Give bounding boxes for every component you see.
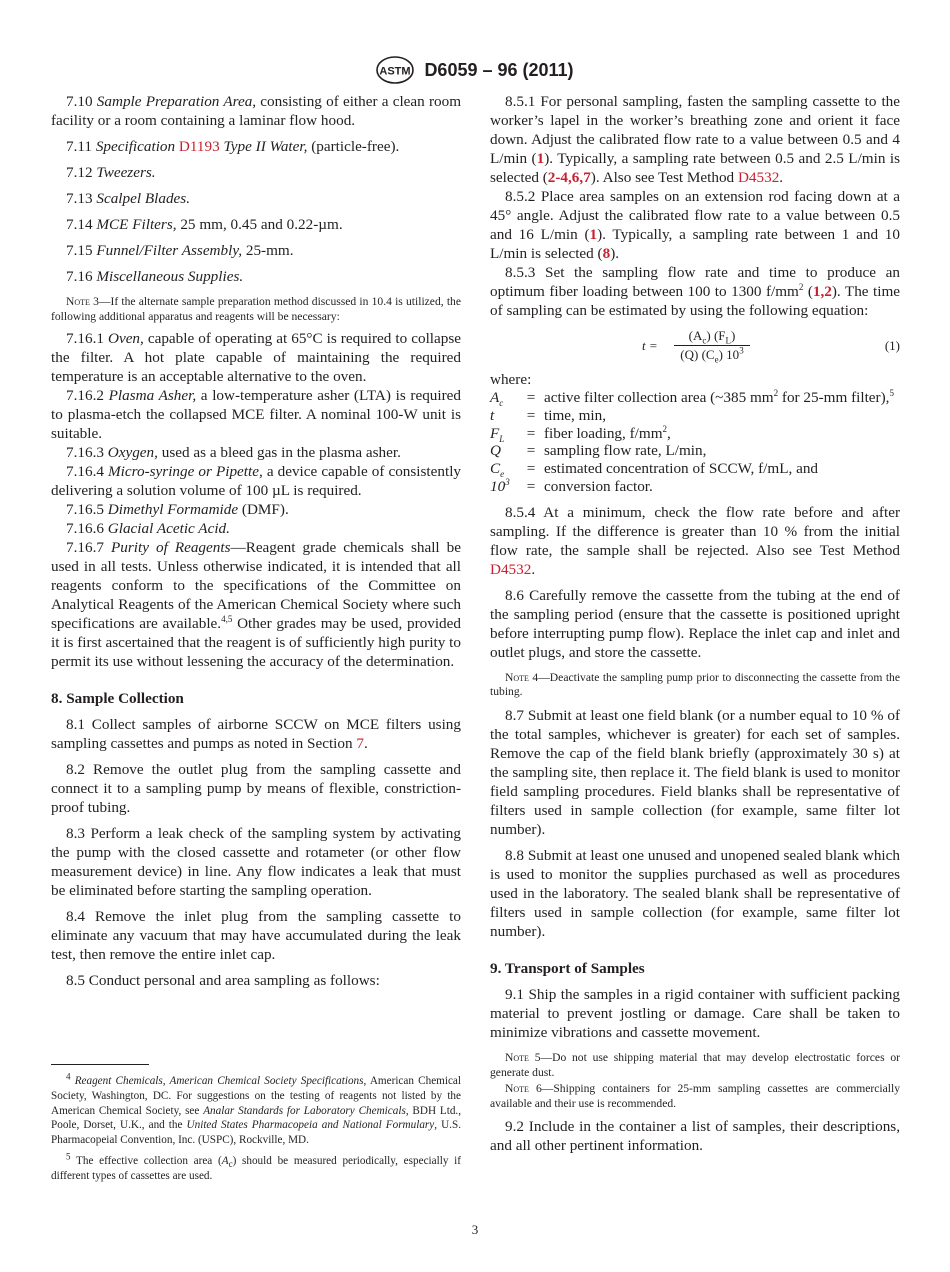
section-8-5: 8.5 Conduct personal and area sampling as follows: (66, 972, 380, 990)
section-8-5-4: 8.5.4 At a minimum, check the flow rate before and after sampling. If the difference is greater than 10 % from the initial flow rate, the sample shall be rejected. Also see Test Method D4532. (490, 503, 900, 578)
footnote-5: $^5$ The effective collection area $(A_c)$ should be measured periodically, especially if different types of cassettes are used. (51, 1151, 461, 1182)
link-d1193[interactable]: D1193 (178, 138, 220, 155)
equation-denominator: (Q) $(C_e)$ $10^3$ (680, 345, 744, 365)
ref-1-2[interactable]: 1,2 (812, 283, 832, 300)
equation-fraction (674, 328, 750, 363)
footnotes (51, 1064, 461, 1184)
footnote-ref-4-5[interactable]: 4,5 (221, 614, 233, 625)
footnote-ref-5[interactable]: 5 (889, 387, 894, 398)
section-8-heading: 8. Sample Collection (51, 690, 184, 708)
equation-lhs: t = (642, 338, 658, 353)
svg-text:ASTM: ASTM (379, 65, 412, 78)
section-7-12: 7.12 Tweezers. (66, 164, 156, 181)
astm-logo (376, 56, 414, 84)
equation-number: (1) (884, 338, 900, 353)
section-9-heading: 9. Transport of Samples (490, 959, 645, 977)
where-label: where: (490, 371, 532, 388)
section-8-5-1: 8.5.1 For personal sampling, fasten the sampling cassette to the worker’s lapel in the worker’s breathing zone and orient it face down. Adjust the calibrated flow rate to a value between 0.5 and 4 L/min (1). Typically, a sampling rate between 0.5 and 2.5 L/min is selected (2-4,6,7). Also see Test Method D4532. (490, 93, 900, 186)
ref-2-4-6-7[interactable]: 2-4,6,7 (547, 169, 591, 186)
section-7-16-4: 7.16.4 Micro-syringe or Pipette, a device capable of consistently delivering a solution volume of 100 µL is required. (51, 463, 462, 500)
section-7-16-1: 7.16.1 Oven, capable of operating at 65°C is required to collapse the filter. A hot plate capable of maintaining the required temperature is an acceptable alternative to the oven. (51, 330, 461, 386)
footnote-4: $^4$ Reagent Chemicals, American Chemical Society Specifications, American Chemical Society, Washington, DC. For suggestions on the testing of reagents not listed by the American Chemical Society, see Analar Standards for Laboratory Chemicals, BDH Ltd., Poole, Dorset, U.K., and the United States Pharmacopeia and National Formulary, U.S. Pharmacopeial Convention, Inc. (USPC), Rockville, MD. (51, 1071, 462, 1147)
section-8-2: 8.2 Remove the outlet plug from the sampling cassette and connect it to a sampling pump by means of flexible, constriction-proof tubing. (51, 761, 461, 817)
section-8-8: 8.8 Submit at least one unused and unopened sealed blank which is used to monitor the supplies purchased as well as procedures used in the laboratory. The sealed blank shall be representative of filters used in sample collection (for example, same filter lot number). (490, 846, 900, 940)
section-7-14: 7.14 MCE Filters, 25 mm, 0.45 and 0.22-µm. (66, 216, 343, 233)
note-5: Note 5—Do not use shipping material that may develop electrostatic forces or generate dust. (490, 1050, 900, 1079)
ref-1[interactable]: 1 (589, 226, 598, 243)
section-8-4: 8.4 Remove the inlet plug from the sampling cassette to eliminate any vacuum that may have accumulated during the leak test, then remove the entire inlet cap. (51, 908, 461, 964)
document-designation: D6059 – 96 (2011) (424, 59, 574, 80)
left-column (51, 92, 461, 990)
equation-numerator: $(A_c)$ $(F_L)$ (674, 328, 750, 346)
section-8-7: 8.7 Submit at least one field blank (or a number equal to 10 % of the total samples, whichever is greater) for each set of samples. Remove the cap of the field blank briefly (approximately 30 s) at the sampling site, then replace it. The field blank is used to monitor field sampling procedures. Field blanks shall be representative of filters used in sample collection (for example, same filter lot number). (490, 706, 900, 838)
link-d4532[interactable]: D4532 (490, 560, 532, 578)
note-4: Note 4—Deactivate the sampling pump prior to disconnecting the cassette from the tubing. (490, 670, 900, 699)
section-8-1: 8.1 Collect samples of airborne SCCW on MCE filters using sampling cassettes and pumps as noted in Section 7. (51, 716, 461, 753)
definition-row: t = time, min, (490, 406, 607, 424)
section-7-16: 7.16 Miscellaneous Supplies. (66, 268, 244, 285)
section-7-10: 7.10 Sample Preparation Area, consisting of either a clean room facility or a room containing a laminar flow hood. (51, 93, 462, 129)
equation-1 (490, 328, 900, 364)
section-7-16-3: 7.16.3 Oxygen, used as a bleed gas in the plasma asher. (66, 444, 401, 462)
link-d4532[interactable]: D4532 (737, 169, 780, 186)
definition-row: $C_e$ = estimated concentration of SCCW, f/mL, and (490, 460, 819, 480)
section-7-15: 7.15 Funnel/Filter Assembly, 25-mm. (66, 242, 294, 259)
variable-definitions (490, 389, 894, 496)
section-7-16-7: 7.16.7 Purity of Reagents—Reagent grade chemicals shall be used in all tests. Unless otherwise indicated, it is intended that all reagents conform to the specifications of the Committee on Analytical Reagents of the American Chemical Society where such specifications are available.$^{4,5}$ Other grades may be used, provided it is first ascertained that the reagent is of sufficiently high purity to permit its use without lessening the accuracy of the determination. (51, 539, 462, 671)
definition-row: $F_L$ = fiber loading, $f/mm^2$, (490, 423, 671, 444)
link-section-7[interactable]: 7 (356, 735, 364, 753)
page-number: 3 (471, 1222, 479, 1237)
definition-row: $A_c$ = active filter collection area (~385 $mm^2$ for 25-mm filter),$^5$ (490, 387, 894, 409)
section-7-11: 7.11 Specification D1193 Type II Water, (particle-free). (66, 138, 400, 155)
ref-8[interactable]: 8 (602, 245, 611, 262)
ref-1[interactable]: 1 (536, 150, 545, 167)
note-3: Note 3—If the alternate sample preparation method discussed in 10.4 is utilized, the following additional apparatus and reagents will be necessary: (51, 295, 461, 323)
section-7-16-5: 7.16.5 Dimethyl Formamide (DMF). (66, 501, 289, 519)
right-column (490, 92, 900, 1155)
section-8-6: 8.6 Carefully remove the cassette from the tubing at the end of the sampling period (ensure that the cassette is positioned upright before interrupting pump flow). Replace the inlet cap and inlet and outlet plugs, and store the cassette. (490, 586, 900, 661)
section-9-1: 9.1 Ship the samples in a rigid container with sufficient packing material to prevent jostling or damage. Care shall be taken to minimize vibrations and cassette movement. (490, 985, 900, 1041)
section-7-16-6: 7.16.6 Glacial Acetic Acid. (66, 520, 230, 538)
definition-row: $10^3$ = conversion factor. (490, 476, 653, 495)
section-8-5-2: 8.5.2 Place area samples on an extension rod facing down at a 45° angle. Adjust the calibrated flow rate to a value between 0.5 and 16 L/min (1). Typically, a sampling rate between 1 and 10 L/min is selected (8). (490, 188, 900, 262)
section-7-16-2: 7.16.2 Plasma Asher, a low-temperature asher (LTA) is required to plasma-etch the collapsed MCE filter. A nominal 100-W unit is suitable. (51, 387, 461, 443)
section-8-3: 8.3 Perform a leak check of the sampling system by activating the pump with the closed cassette and rotameter (or other flow measurement device) in line. Any flow indicates a leak that must be eliminated before starting the sampling operation. (51, 825, 461, 900)
section-8-5-3: 8.5.3 Set the sampling flow rate and time to produce an optimum fiber loading between 100 to 1300 $f/mm^2$ (1,2). The time of sampling can be estimated by using the following equation: (490, 264, 901, 319)
page-header (0, 56, 950, 84)
definition-row: Q = sampling flow rate, L/min, (490, 442, 707, 460)
section-7-13: 7.13 Scalpel Blades. (66, 190, 191, 207)
footnote-divider (51, 1064, 149, 1065)
section-9-2: 9.2 Include in the container a list of samples, their descriptions, and all other pertinent information. (490, 1118, 900, 1155)
note-6: Note 6—Shipping containers for 25-mm sampling cassettes are commercially available and their use is recommended. (490, 1082, 900, 1110)
